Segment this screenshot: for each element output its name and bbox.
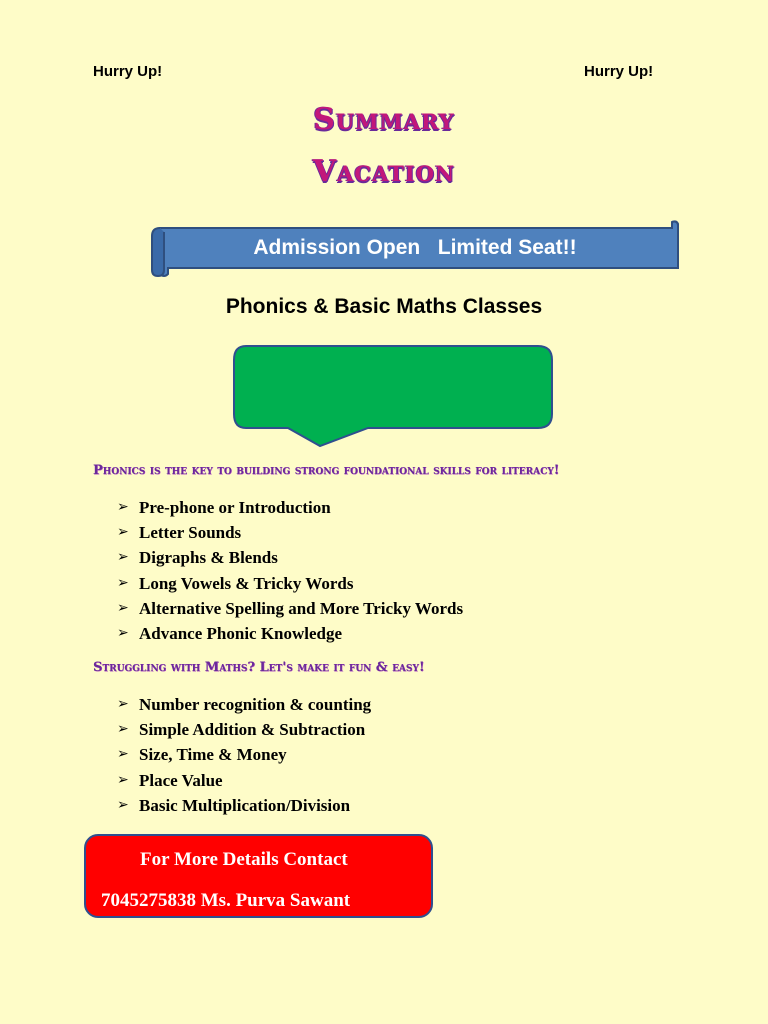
title-summary: Summary xyxy=(313,102,455,137)
maths-heading: Struggling with Maths? Let's make it fun & easy! xyxy=(93,660,425,675)
list-item: ➢ Long Vowels & Tricky Words xyxy=(117,571,463,596)
arrow-bullet-icon: ➢ xyxy=(117,696,129,712)
list-item: ➢ Pre-phone or Introduction xyxy=(117,495,463,520)
list-item: ➢ Size, Time & Money xyxy=(117,742,371,767)
hurry-up-right: Hurry Up! xyxy=(584,63,654,80)
green-callout-bubble xyxy=(232,344,556,450)
contact-heading: For More Details Contact xyxy=(140,849,348,870)
arrow-bullet-icon: ➢ xyxy=(117,599,129,616)
list-item: ➢ Simple Addition & Subtraction xyxy=(117,717,371,742)
contact-phone-name: 7045275838 Ms. Purva Sawant xyxy=(101,890,351,911)
arrow-bullet-icon: ➢ xyxy=(117,624,129,641)
subtitle: Phonics & Basic Maths Classes xyxy=(225,295,543,318)
arrow-bullet-icon: ➢ xyxy=(117,771,129,788)
list-item: ➢ Digraphs & Blends xyxy=(117,545,463,570)
arrow-bullet-icon: ➢ xyxy=(117,746,129,763)
arrow-bullet-icon: ➢ xyxy=(117,721,129,738)
title-vacation: Vacation xyxy=(312,154,456,189)
arrow-bullet-icon: ➢ xyxy=(117,524,129,541)
hurry-up-left: Hurry Up! xyxy=(93,63,163,80)
arrow-bullet-icon: ➢ xyxy=(117,549,129,566)
list-item: ➢ Number recognition & counting xyxy=(117,692,371,717)
contact-box xyxy=(84,834,433,918)
list-item: ➢ Advance Phonic Knowledge xyxy=(117,621,463,646)
list-item: ➢ Letter Sounds xyxy=(117,520,463,545)
phonics-list xyxy=(117,495,463,646)
list-item: ➢ Basic Multiplication/Division xyxy=(117,793,371,818)
phonics-heading: Phonics is the key to building strong foundational skills for literacy! xyxy=(93,463,560,478)
arrow-bullet-icon: ➢ xyxy=(117,499,129,515)
arrow-bullet-icon: ➢ xyxy=(117,796,129,813)
banner-text: Admission Open Limited Seat!! xyxy=(253,236,577,259)
list-item: ➢ Place Value xyxy=(117,768,371,793)
list-item: ➢ Alternative Spelling and More Tricky Words xyxy=(117,596,463,621)
arrow-bullet-icon: ➢ xyxy=(117,574,129,591)
maths-list xyxy=(117,692,371,818)
